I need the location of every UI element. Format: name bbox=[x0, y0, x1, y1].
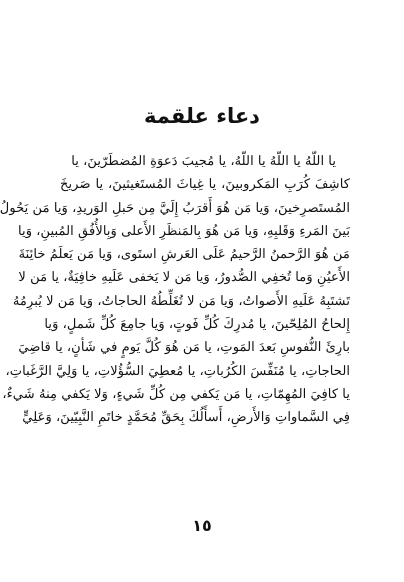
page-number: ١٥ bbox=[192, 516, 212, 535]
text-line: إِلحاحُ المُلِحّينَ، يا مُدرِكَ كُلِّ فَوتٍ، وَيا جامِعَ كُلِّ شَملٍ، وَيا bbox=[44, 317, 350, 333]
text-line: بارِئَ النُّفوسِ بَعدَ المَوتِ، يا مَن هُوَ كُلَّ يَومٍ في شَأنٍ، يا قاضِيَ bbox=[18, 340, 350, 356]
text-line: فِي السَّماواتِ وَالأَرضِ، أَسأَلُكَ بِحَقِّ مُحَمَّدٍ خاتَمِ النَّبِيّينَ، وَعَلِيٍّ bbox=[22, 410, 350, 426]
text-line: مَن هُوَ الرَّحمنُ الرَّحيمُ عَلَى العَرشِ استَوى، وَيا مَن يَعلَمُ خائِنَةَ bbox=[18, 247, 350, 263]
text-line: يا كافِيَ المُهِمّاتِ، يا مَن يَكفي مِن كُلِّ شَيءٍ، وَلا يَكفي مِنهُ شَيءٌ، bbox=[2, 386, 350, 402]
text-line: الأَعيُنِ وَما تُخفِي الصُّدورُ، وَيا مَن لا يَخفى عَلَيهِ خافِيَةٌ، يا مَن لا bbox=[18, 270, 350, 286]
prayer-title: دعاء علقمة bbox=[144, 104, 260, 128]
text-line: كاشِفَ كُرَبِ المَكروبينَ، يا غِياثَ المُستَغيثينَ، يا صَريخَ bbox=[60, 177, 350, 193]
text-line: بَينَ المَرءِ وَقَلبِهِ، وَيا مَن هُوَ بِالمَنظَرِ الأَعلى وَبِالأُفُقِ المُبينِ، وَيا bbox=[18, 223, 350, 239]
text-line: تَشتَبِهُ عَلَيهِ الأَصواتُ، وَيا مَن لا تُغَلِّطُهُ الحاجاتُ، وَيا مَن لا يُبرِمُهُ bbox=[12, 293, 350, 309]
text-line: يا اللّهُ يا اللّهُ يا اللّهُ، يا مُجيبَ دَعوَةِ المُضطَرّينَ، يا bbox=[71, 154, 336, 169]
prayer-text bbox=[0, 150, 350, 430]
text-line: الحاجاتِ، يا مُنَفِّسَ الكُرُباتِ، يا مُعطِيَ السُّؤُلاتِ، يا وَلِيَّ الرَّغَباتِ، bbox=[5, 363, 350, 379]
text-line: المُستَصرِخينَ، وَيا مَن هُوَ أَقرَبُ إِلَيَّ مِن حَبلِ الوَريدِ، وَيا مَن يَحُولُ bbox=[0, 200, 350, 216]
